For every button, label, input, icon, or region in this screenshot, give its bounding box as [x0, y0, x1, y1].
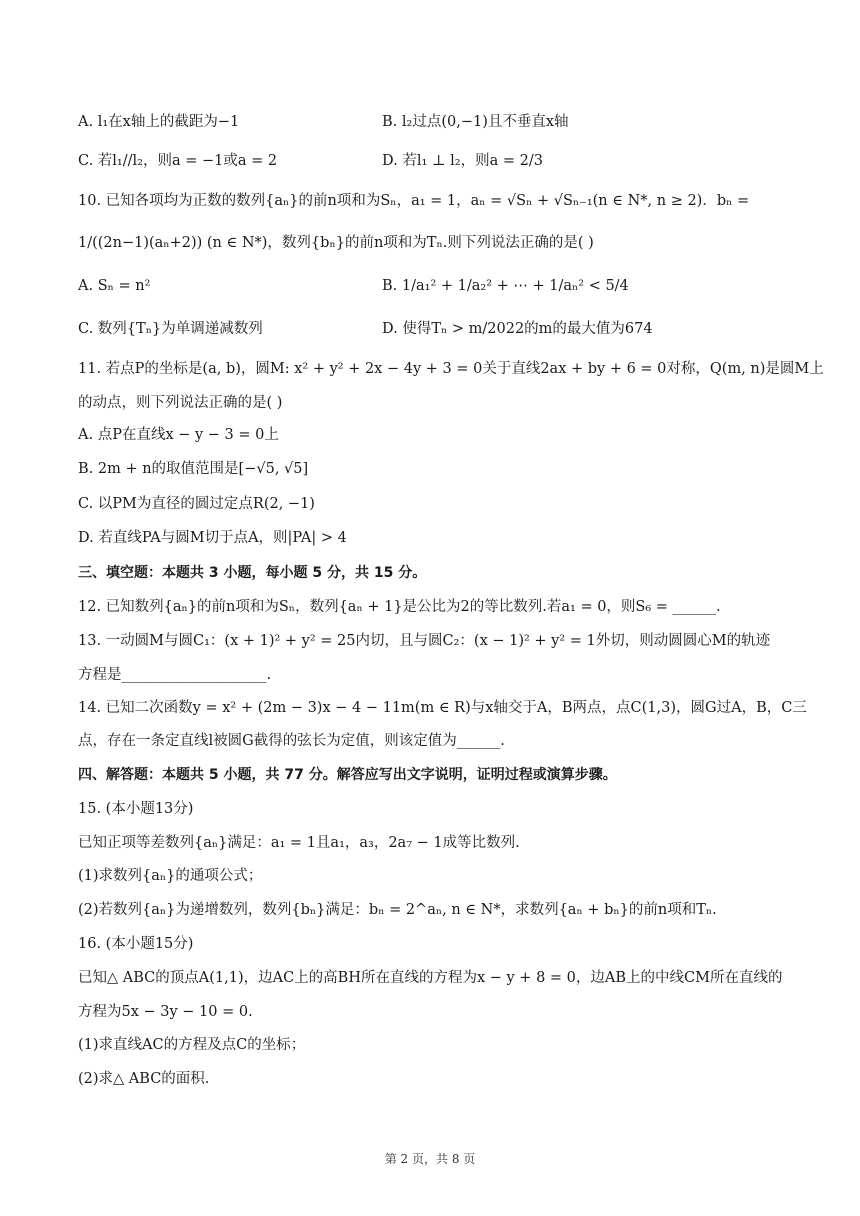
- q16-line2: 方程为5x − 3y − 10 = 0.: [78, 1004, 253, 1020]
- q11-option-b: B. 2m + n的取值范围是[−√5, √5]: [78, 461, 309, 477]
- q15-part2: (2)若数列{aₙ}为递增数列，数列{bₙ}满足：bₙ = 2^aₙ, n ∈ N*，求数列{aₙ + bₙ}的前n项和Tₙ.: [78, 902, 717, 918]
- q12: 12. 已知数列{aₙ}的前n项和为Sₙ，数列{aₙ + 1}是公比为2的等比数列.若a₁ = 0，则S₆ = ______.: [78, 599, 721, 615]
- q10-option-b: B. 1/a₁² + 1/a₂² + ⋯ + 1/aₙ² < 5/4: [382, 278, 629, 294]
- section-4-heading: 四、解答题：本题共 5 小题，共 77 分。解答应写出文字说明，证明过程或演算步骤。: [78, 767, 617, 783]
- q16-title: 16. (本小题15分): [78, 936, 194, 952]
- q11-line1: 11. 若点P的坐标是(a, b)，圆M: x² + y² + 2x − 4y + 3 = 0关于直线2ax + by + 6 = 0对称，Q(m, n)是圆M上: [78, 361, 824, 377]
- q11-option-a: A. 点P在直线x − y − 3 = 0上: [78, 427, 279, 443]
- q10-line2: 1/((2n−1)(aₙ+2)) (n ∈ N*)，数列{bₙ}的前n项和为Tₙ.则下列说法正确的是( ): [78, 235, 594, 251]
- page-footer: 第 2 页，共 8 页: [384, 1152, 476, 1166]
- q15-line1: 已知正项等差数列{aₙ}满足：a₁ = 1且a₁，a₃，2a₇ − 1成等比数列.: [78, 835, 520, 851]
- q13-line2: 方程是____________________.: [78, 667, 272, 683]
- q11-option-c: C. 以PM为直径的圆过定点R(2, −1): [78, 496, 315, 512]
- q14-line1: 14. 已知二次函数y = x² + (2m − 3)x − 4 − 11m(m ∈ R)与x轴交于A，B两点，点C(1,3)，圆G过A，B，C三: [78, 700, 807, 716]
- section-3-heading: 三、填空题：本题共 3 小题，每小题 5 分，共 15 分。: [78, 565, 427, 581]
- q15-title: 15. (本小题13分): [78, 801, 194, 817]
- q16-part1: (1)求直线AC的方程及点C的坐标；: [78, 1037, 306, 1053]
- q9-option-c: C. 若l₁//l₂，则a = −1或a = 2: [78, 153, 278, 169]
- q10-option-a: A. Sₙ = n²: [78, 278, 151, 294]
- q16-part2: (2)求△ ABC的面积.: [78, 1071, 210, 1087]
- q16-line1: 已知△ ABC的顶点A(1,1)，边AC上的高BH所在直线的方程为x − y + 8 = 0，边AB上的中线CM所在直线的: [78, 970, 783, 986]
- q9-option-a: A. l₁在x轴上的截距为−1: [78, 114, 240, 130]
- q10-line1: 10. 已知各项均为正数的数列{aₙ}的前n项和为Sₙ，a₁ = 1，aₙ = √Sₙ + √Sₙ₋₁(n ∈ N*, n ≥ 2)．bₙ =: [78, 193, 750, 209]
- q11-option-d: D. 若直线PA与圆M切于点A，则|PA| > 4: [78, 530, 347, 546]
- q15-part1: (1)求数列{aₙ}的通项公式；: [78, 868, 263, 884]
- q9-option-d: D. 若l₁ ⊥ l₂，则a = 2/3: [382, 153, 543, 169]
- q10-option-d: D. 使得Tₙ > m/2022的m的最大值为674: [382, 321, 653, 337]
- q10-option-c: C. 数列{Tₙ}为单调递减数列: [78, 321, 263, 337]
- q11-line2: 的动点，则下列说法正确的是( ): [78, 395, 283, 411]
- q9-option-b: B. l₂过点(0,−1)且不垂直x轴: [382, 114, 569, 130]
- q14-line2: 点，存在一条定直线l被圆G截得的弦长为定值，则该定值为______.: [78, 733, 505, 749]
- q13-line1: 13. 一动圆M与圆C₁：(x + 1)² + y² = 25内切，且与圆C₂：(x − 1)² + y² = 1外切，则动圆圆心M的轨迹: [78, 633, 771, 649]
